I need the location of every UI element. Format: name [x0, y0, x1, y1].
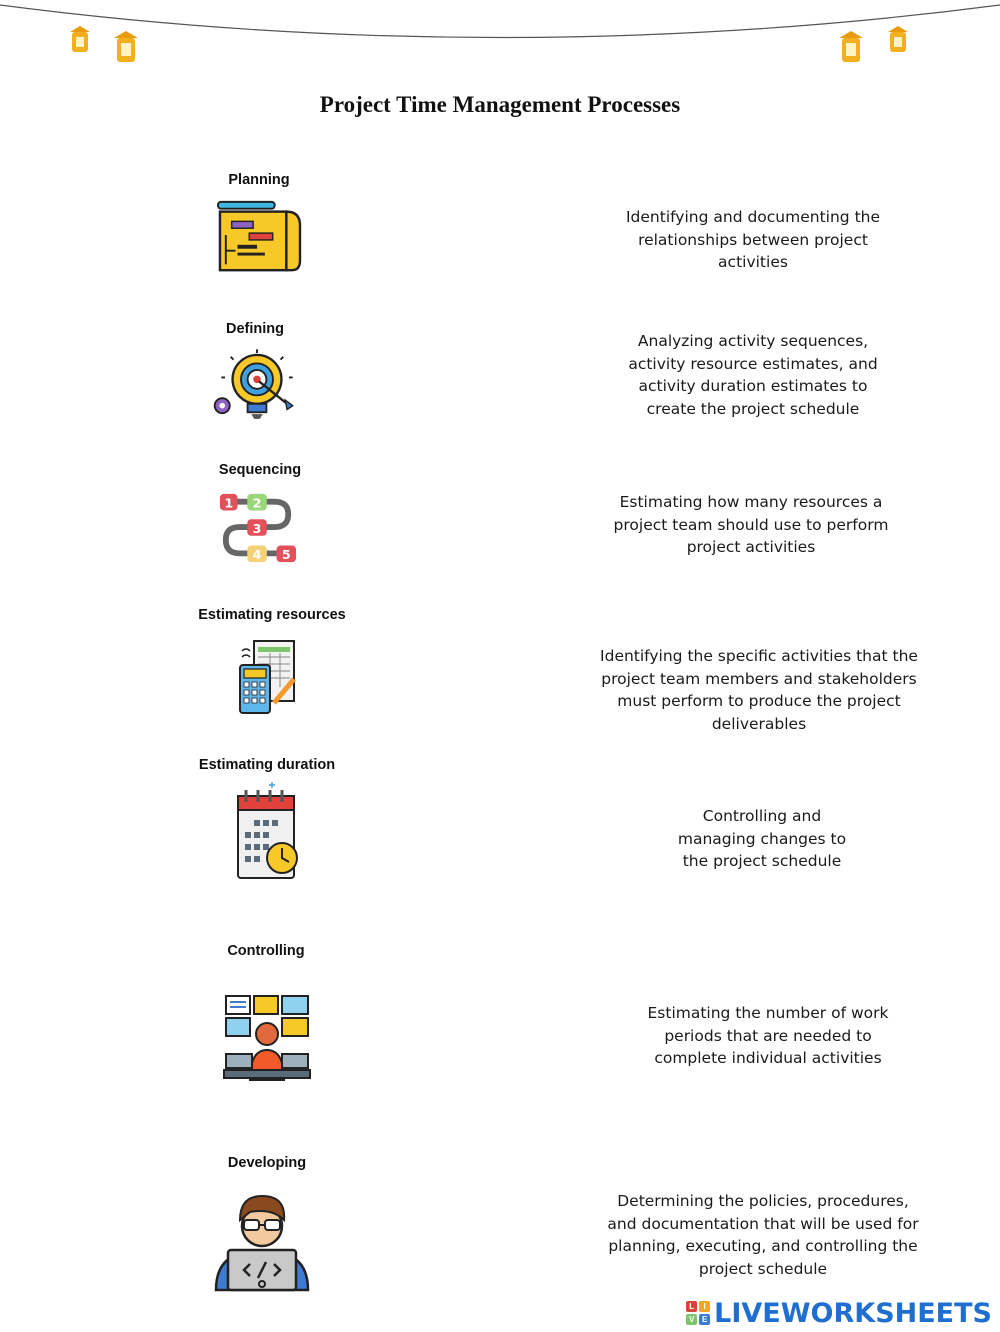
label-estimating-duration: Estimating duration — [198, 757, 336, 773]
label-developing: Developing — [227, 1155, 307, 1171]
planning-icon — [210, 196, 308, 278]
description-7: Determining the policies, procedures, and documentation that will be used for planning, executing, and controlling the project schedule — [607, 1192, 919, 1278]
lantern-garland — [0, 0, 1000, 80]
label-controlling: Controlling — [227, 943, 305, 959]
logo-badge: L I V E — [686, 1301, 710, 1325]
liveworksheets-logo — [686, 1298, 992, 1328]
svg-text:1: 1 — [224, 495, 234, 511]
lantern-icon — [114, 31, 138, 62]
page-title: Project Time Management Processes — [319, 92, 681, 117]
sequence-steps-icon — [214, 488, 302, 568]
lantern-icon — [70, 26, 90, 52]
logo-text: LIVEWORKSHEETS — [714, 1297, 992, 1329]
description-3: Estimating how many resources a project team should use to perform project activities — [613, 493, 889, 556]
description-1: Identifying and documenting the relationships between project activities — [625, 208, 881, 271]
label-defining: Defining — [226, 321, 284, 337]
svg-text:4: 4 — [252, 547, 262, 563]
svg-text:2: 2 — [252, 495, 262, 511]
description-6: Estimating the number of work periods that are needed to complete individual activities — [647, 1004, 889, 1067]
description-4: Identifying the specific activities that the project team members and stakeholders must perform to produce the project deliverables — [600, 647, 918, 733]
svg-text:5: 5 — [281, 547, 291, 563]
label-sequencing: Sequencing — [218, 462, 302, 478]
lantern-icon — [888, 26, 908, 52]
control-room-icon — [222, 992, 312, 1084]
target-bulb-icon — [210, 347, 304, 423]
description-2: Analyzing activity sequences, activity resource estimates, and activity duration estimates to create the project schedule — [628, 332, 878, 418]
calculator-sheet-icon — [234, 637, 300, 717]
calendar-clock-icon — [232, 780, 302, 882]
label-planning: Planning — [228, 172, 290, 188]
label-estimating-resources: Estimating resources — [198, 607, 346, 623]
lantern-icon — [839, 31, 863, 62]
svg-text:3: 3 — [252, 520, 262, 536]
developer-icon — [210, 1190, 314, 1294]
description-5: Controlling and managing changes to the project schedule — [677, 807, 847, 870]
